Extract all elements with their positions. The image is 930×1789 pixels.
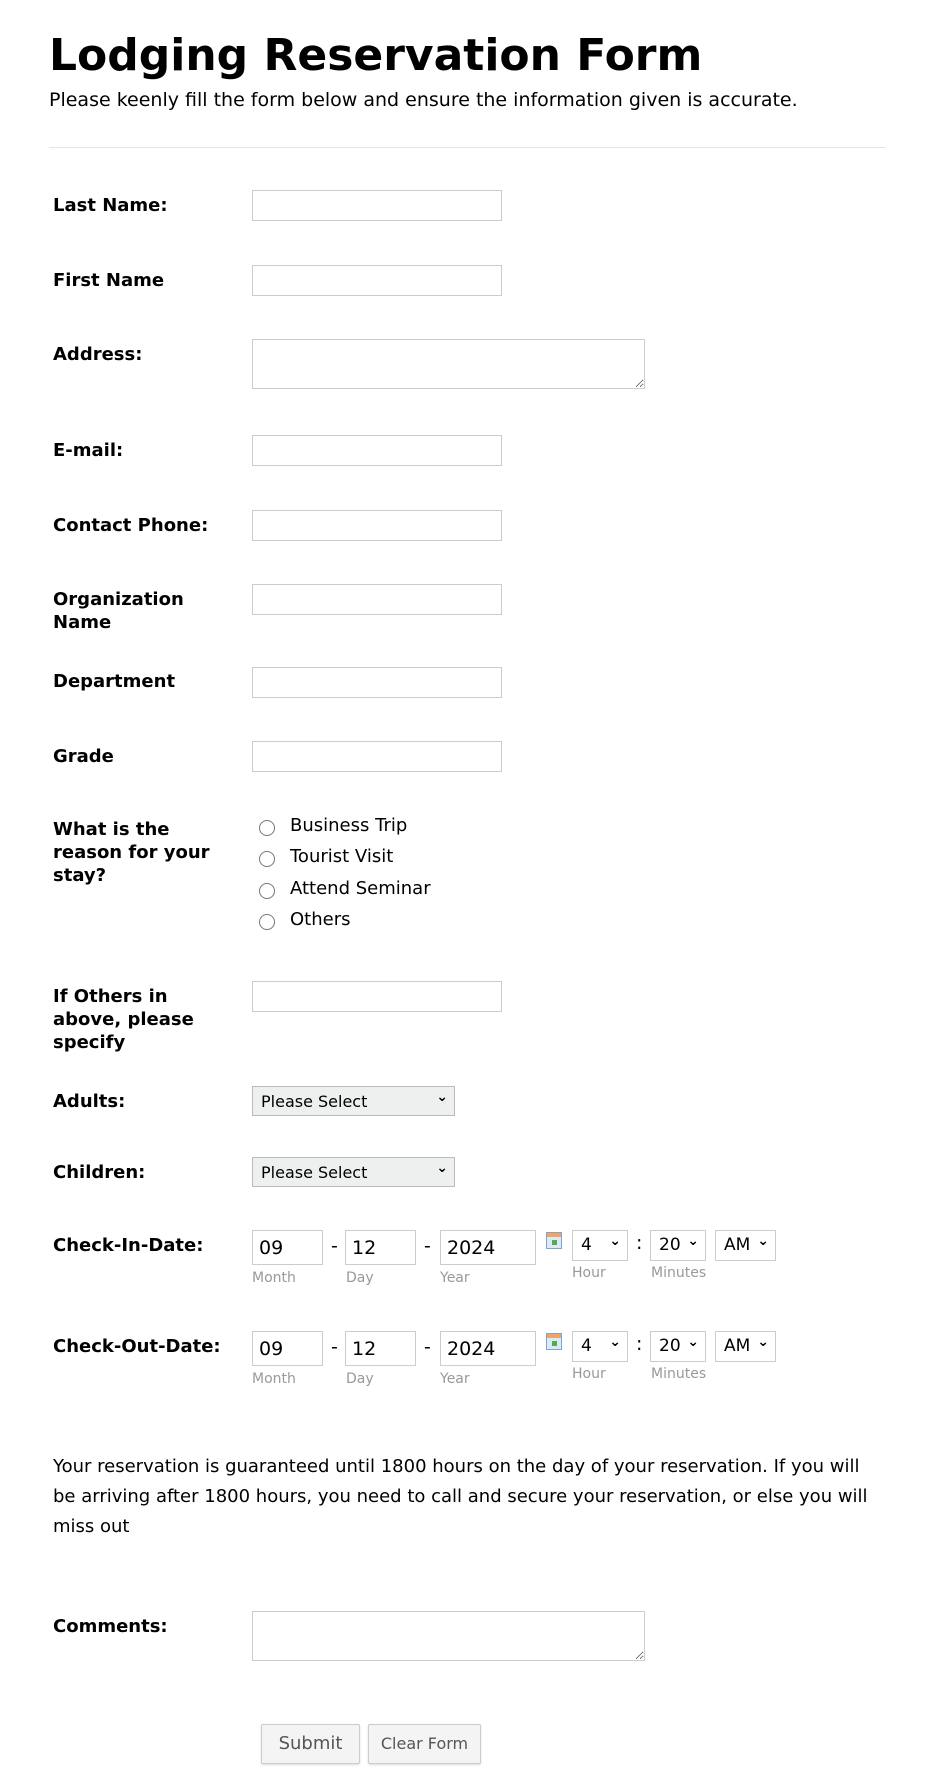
date-separator: - (424, 1336, 431, 1358)
check-in-year-input[interactable]: 2024 (440, 1230, 536, 1265)
calendar-icon[interactable] (546, 1232, 562, 1249)
date-separator: - (331, 1336, 338, 1358)
check-out-year-input[interactable]: 2024 (440, 1331, 536, 1366)
reason-label: What is the reason for your stay? (53, 819, 210, 886)
year-sublabel: Year (440, 1270, 470, 1286)
chevron-down-icon: ⌄ (757, 1233, 769, 1249)
check-in-minutes-select[interactable] (650, 1230, 706, 1261)
check-out-minutes-select[interactable] (650, 1331, 706, 1362)
hour-value: 4 (581, 1235, 592, 1255)
first-name-label: First Name (53, 270, 165, 291)
month-sublabel: Month (252, 1270, 296, 1286)
others-specify-label: If Others in above, please specify (53, 986, 194, 1053)
check-out-ampm-select[interactable] (715, 1331, 776, 1362)
time-separator: : (636, 1333, 643, 1355)
chevron-down-icon: ⌄ (687, 1334, 699, 1350)
email-label: E-mail: (53, 440, 124, 461)
last-name-input[interactable] (252, 190, 502, 221)
adults-selected: Please Select (261, 1092, 368, 1111)
clear-form-button[interactable]: Clear Form (368, 1724, 481, 1764)
hour-sublabel: Hour (572, 1366, 606, 1382)
radio-label[interactable]: Others (290, 909, 351, 930)
check-out-month-input[interactable]: 09 (252, 1331, 323, 1366)
address-label: Address: (53, 344, 143, 365)
grade-label: Grade (53, 746, 114, 767)
time-separator: : (636, 1232, 643, 1254)
check-out-day-input[interactable]: 12 (345, 1331, 416, 1366)
children-select[interactable] (252, 1157, 455, 1187)
page-title: Lodging Reservation Form (49, 30, 703, 81)
chevron-down-icon: ⌄ (436, 1089, 448, 1105)
others-specify-input[interactable] (252, 981, 502, 1012)
page-subtitle: Please keenly fill the form below and ensure the information given is accurate. (49, 89, 798, 111)
check-out-label: Check-Out-Date: (53, 1336, 221, 1357)
children-label: Children: (53, 1162, 146, 1183)
radio-others[interactable] (259, 914, 275, 930)
last-name-label: Last Name: (53, 195, 168, 216)
date-separator: - (331, 1235, 338, 1257)
year-sublabel: Year (440, 1371, 470, 1387)
adults-select[interactable] (252, 1086, 455, 1116)
month-sublabel: Month (252, 1371, 296, 1387)
hour-value: 4 (581, 1336, 592, 1356)
organization-name-input[interactable] (252, 584, 502, 615)
day-sublabel: Day (346, 1371, 374, 1387)
organization-name-label: Organization Name (53, 589, 184, 633)
radio-tourist-visit[interactable] (259, 851, 275, 867)
contact-phone-input[interactable] (252, 510, 502, 541)
chevron-down-icon: ⌄ (609, 1233, 621, 1249)
adults-label: Adults: (53, 1091, 126, 1112)
radio-label[interactable]: Tourist Visit (290, 846, 394, 867)
chevron-down-icon: ⌄ (436, 1160, 448, 1176)
radio-business-trip[interactable] (259, 820, 275, 836)
check-in-ampm-select[interactable] (715, 1230, 776, 1261)
grade-input[interactable] (252, 741, 502, 772)
date-separator: - (424, 1235, 431, 1257)
check-in-hour-select[interactable] (572, 1230, 628, 1261)
check-out-row (0, 1331, 930, 1401)
minutes-sublabel: Minutes (651, 1265, 707, 1281)
contact-phone-label: Contact Phone: (53, 515, 209, 536)
comments-textarea[interactable] (252, 1611, 645, 1661)
check-in-label: Check-In-Date: (53, 1235, 204, 1256)
radio-label[interactable]: Business Trip (290, 815, 408, 836)
department-input[interactable] (252, 667, 502, 698)
department-label: Department (53, 671, 176, 692)
check-in-row (0, 1230, 930, 1300)
hour-sublabel: Hour (572, 1265, 606, 1281)
minutes-value: 20 (659, 1336, 681, 1356)
ampm-value: AM (724, 1235, 751, 1255)
children-selected: Please Select (261, 1163, 368, 1182)
chevron-down-icon: ⌄ (757, 1334, 769, 1350)
radio-attend-seminar[interactable] (259, 883, 275, 899)
reservation-notice: Your reservation is guaranteed until 1800 hours on the day of your reservation. If you will be arriving after 1800 hours, you need to call and secure your reservation, or else you will miss out (53, 1456, 868, 1537)
radio-label[interactable]: Attend Seminar (290, 878, 431, 899)
chevron-down-icon: ⌄ (609, 1334, 621, 1350)
first-name-input[interactable] (252, 265, 502, 296)
day-sublabel: Day (346, 1270, 374, 1286)
check-in-day-input[interactable]: 12 (345, 1230, 416, 1265)
check-out-hour-select[interactable] (572, 1331, 628, 1362)
minutes-value: 20 (659, 1235, 681, 1255)
ampm-value: AM (724, 1336, 751, 1356)
divider (49, 147, 886, 148)
minutes-sublabel: Minutes (651, 1366, 707, 1382)
comments-label: Comments: (53, 1616, 168, 1637)
check-in-month-input[interactable]: 09 (252, 1230, 323, 1265)
submit-button[interactable]: Submit (261, 1724, 360, 1764)
chevron-down-icon: ⌄ (687, 1233, 699, 1249)
address-textarea[interactable] (252, 339, 645, 389)
calendar-icon[interactable] (546, 1333, 562, 1350)
email-input[interactable] (252, 435, 502, 466)
